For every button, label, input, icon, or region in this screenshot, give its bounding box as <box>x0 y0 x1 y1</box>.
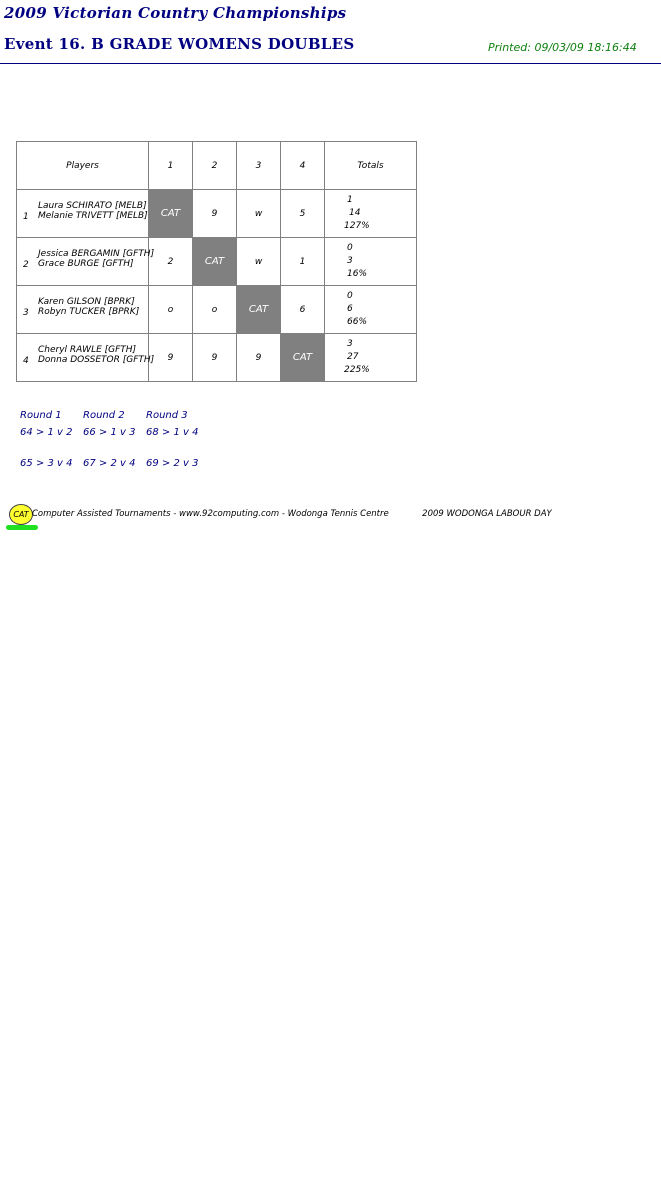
footer <box>32 509 552 519</box>
totals-cell <box>325 286 417 334</box>
match-item: 64 > 1 v 2 <box>20 427 73 438</box>
games-total: 3 <box>347 256 353 266</box>
player-name: Grace BURGE [GFTH] <box>38 259 134 269</box>
totals-cell <box>325 190 417 238</box>
player-name: Jessica BERGAMIN [GFTH] <box>38 249 155 259</box>
score-cell: o <box>193 286 237 334</box>
player-name: Cheryl RAWLE [GFTH] <box>38 345 137 355</box>
header-col-4: 4 <box>281 142 325 190</box>
wins-total: 3 <box>347 339 353 349</box>
score-cell: 9 <box>193 334 237 382</box>
table-row <box>17 190 417 238</box>
percentage-total: 66% <box>347 317 368 327</box>
score-cell: 9 <box>237 334 281 382</box>
footer-credit: Computer Assisted Tournaments - www.92computing.com - Wodonga Tennis Centre <box>32 509 389 519</box>
player-cell <box>17 286 149 334</box>
match-item: 65 > 3 v 4 <box>20 458 73 469</box>
player-name: Donna DOSSETOR [GFTH] <box>38 355 155 365</box>
tournament-title: 2009 Victorian Country Championships <box>4 4 347 22</box>
player-number: 1 <box>23 212 29 222</box>
player-names <box>38 249 154 269</box>
player-name: Laura SCHIRATO [MELB] <box>38 201 147 211</box>
games-total: 27 <box>347 352 359 362</box>
player-number: 2 <box>23 260 29 270</box>
player-cell <box>17 238 155 286</box>
match-item: 69 > 2 v 3 <box>146 458 199 469</box>
wins-total: 0 <box>347 291 353 301</box>
header-col-1: 1 <box>149 142 193 190</box>
match-item: 68 > 1 v 4 <box>146 427 199 438</box>
score-cell: w <box>237 190 281 238</box>
header-divider <box>0 63 661 64</box>
wins-total: 0 <box>347 243 353 253</box>
player-name: Robyn TUCKER [BPRK] <box>38 307 140 317</box>
self-cell: CAT <box>281 334 325 382</box>
games-total: 14 <box>349 208 361 218</box>
percentage-total: 127% <box>344 221 370 231</box>
player-names <box>38 345 154 365</box>
header-col-3: 3 <box>237 142 281 190</box>
match-item: 66 > 1 v 3 <box>83 427 136 438</box>
table-row <box>17 238 417 286</box>
match-item: 67 > 2 v 4 <box>83 458 136 469</box>
table-row <box>17 334 417 382</box>
player-names <box>38 201 148 221</box>
table-header-row <box>17 142 417 190</box>
logo-swoosh <box>6 525 38 530</box>
header-players: Players <box>17 142 149 190</box>
score-cell: 2 <box>149 238 193 286</box>
header-col-2: 2 <box>193 142 237 190</box>
score-cell: 9 <box>149 334 193 382</box>
round-2-label: Round 2 <box>83 410 125 421</box>
score-cell: 6 <box>281 286 325 334</box>
player-number: 4 <box>23 356 29 366</box>
round-1-label: Round 1 <box>20 410 62 421</box>
printed-timestamp: Printed: 09/03/09 18:16:44 <box>488 41 637 54</box>
games-total: 6 <box>347 304 353 314</box>
self-cell: CAT <box>237 286 281 334</box>
table-row <box>17 286 417 334</box>
self-cell: CAT <box>149 190 193 238</box>
round-robin-table <box>16 141 417 382</box>
score-cell: 9 <box>193 190 237 238</box>
score-cell: 1 <box>281 238 325 286</box>
totals-cell <box>325 238 417 286</box>
totals-cell <box>325 334 417 382</box>
player-cell <box>17 190 149 238</box>
player-name: Karen GILSON [BPRK] <box>38 297 135 307</box>
player-cell <box>17 334 155 382</box>
event-title: Event 16. B GRADE WOMENS DOUBLES <box>4 35 355 53</box>
percentage-total: 16% <box>347 269 368 279</box>
self-cell: CAT <box>193 238 237 286</box>
round-3-label: Round 3 <box>146 410 188 421</box>
header-totals: Totals <box>325 142 417 190</box>
player-names <box>38 297 139 317</box>
wins-total: 1 <box>347 195 353 205</box>
percentage-total: 225% <box>344 365 370 375</box>
player-name: Melanie TRIVETT [MELB] <box>38 211 148 221</box>
cat-logo-icon: CAT <box>9 504 33 525</box>
player-number: 3 <box>23 308 29 318</box>
score-cell: w <box>237 238 281 286</box>
footer-event-name: 2009 WODONGA LABOUR DAY <box>422 509 552 519</box>
score-cell: 5 <box>281 190 325 238</box>
score-cell: o <box>149 286 193 334</box>
